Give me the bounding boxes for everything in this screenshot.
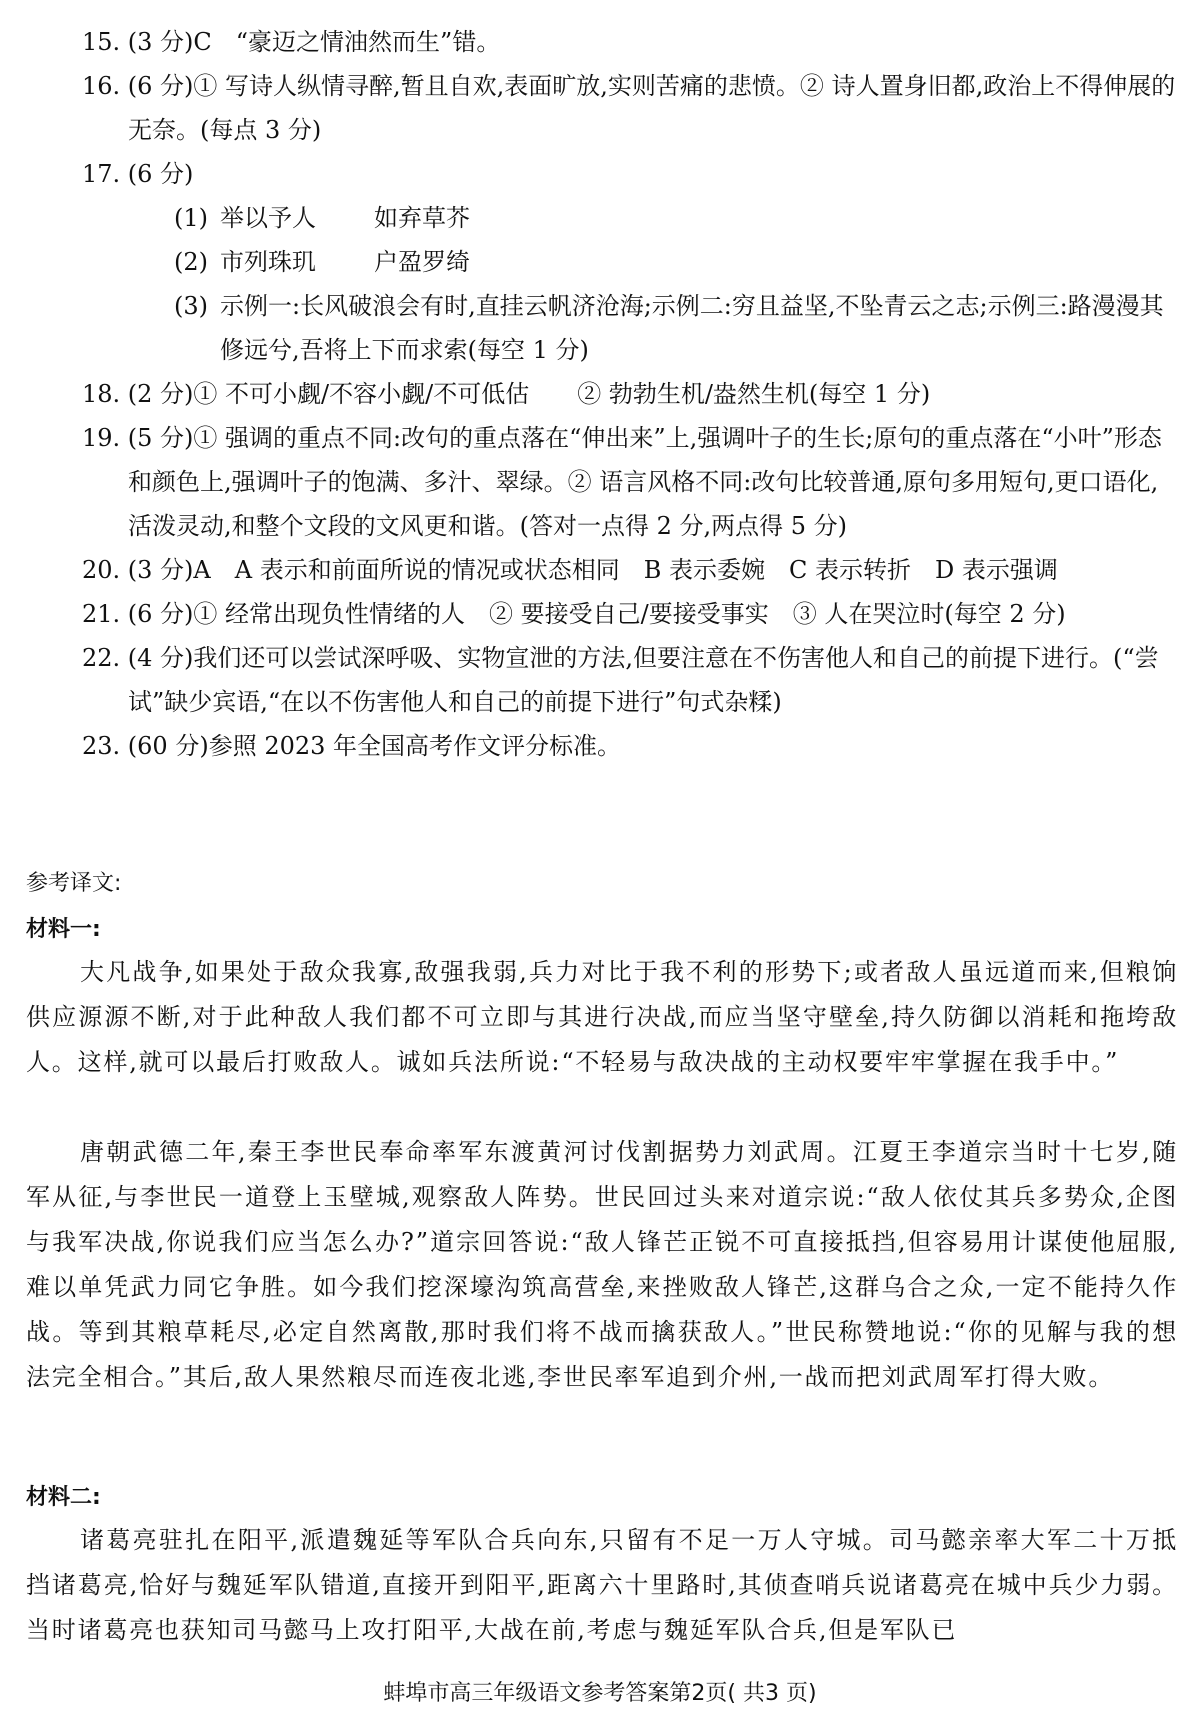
material-1-paragraph-2: 唐朝武德二年,秦王李世民奉命率军东渡黄河讨伐割据势力刘武周。江夏王李道宗当时十七岁,随军从征,与李世民一道登上玉壁城,观察敌人阵势。世民回过头来对道宗说:“敌人依仗其兵多势众,企图与我军决战,你说我们应当怎么办?”道宗回答说:“敌人锋芒正锐不可直接抵挡,但容易用计谋使他屈服,难以单凭武力同它争胜。如今我们挖深壕沟筑高营垒,来挫败敌人锋芒,这群乌合之众,一定不能持久作战。等到其粮草耗尽,必定自然离散,那时我们将不战而擒获敌人。”世民称赞地说:“你的见解与我的想法完全相合。”其后,敌人果然粮尽而连夜北逃,李世民率军追到介州,一战而把刘武周军打得大败。 xyxy=(26,1138,1178,1391)
answer-16: 16. (6 分)① 写诗人纵情寻醉,暂且自欢,表面旷放,实则苦痛的悲愤。② 诗人置身旧都,政治上不得伸展的无奈。(每点 3 分) xyxy=(82,72,1176,144)
sub-label: (3) xyxy=(174,292,208,320)
answer-23: 23. (60 分)参照 2023 年全国高考作文评分标准。 xyxy=(82,732,622,760)
sub-label: (2) xyxy=(174,248,208,276)
material-2-title: 材料二: xyxy=(26,1485,101,1510)
answer-17-1-a: 举以予人 xyxy=(220,204,316,232)
material-2-paragraph-1: 诸葛亮驻扎在阳平,派遣魏延等军队合兵向东,只留有不足一万人守城。司马懿亲率大军二十万抵挡诸葛亮,恰好与魏延军队错道,直接开到阳平,距离六十里路时,其侦查哨兵说诸葛亮在城中兵少力弱。当时诸葛亮也获知司马懿马上攻打阳平,大战在前,考虑与魏延军队合兵,但是军队已 xyxy=(26,1526,1178,1644)
answer-22: 22. (4 分)我们还可以尝试深呼吸、实物宣泄的方法,但要注意在不伤害他人和自己的前提下进行。(“尝试”缺少宾语,“在以不伤害他人和自己的前提下进行”句式杂糅) xyxy=(82,644,1159,716)
answer-17-2-b: 户盈罗绮 xyxy=(374,248,470,276)
answer-17-2-a: 市列珠玑 xyxy=(220,248,316,276)
answer-17-head: 17. (6 分) xyxy=(82,160,194,188)
answer-21: 21. (6 分)① 经常出现负性情绪的人 ② 要接受自己/要接受事实 ③ 人在哭泣时(每空 2 分) xyxy=(82,600,1066,628)
answer-20: 20. (3 分)A A 表示和前面所说的情况或状态相同 B 表示委婉 C 表示转折 D 表示强调 xyxy=(82,556,1058,584)
page-footer: 蚌埠市高三年级语文参考答案第2页( 共3 页) xyxy=(383,1681,817,1706)
answer-18: 18. (2 分)① 不可小觑/不容小觑/不可低估 ② 勃勃生机/盎然生机(每空 1 分) xyxy=(82,380,931,408)
answer-17-3-text: 示例一:长风破浪会有时,直挂云帆济沧海;示例二:穷且益坚,不坠青云之志;示例三:路漫漫其修远兮,吾将上下而求索(每空 1 分) xyxy=(220,292,1164,364)
answer-19: 19. (5 分)① 强调的重点不同:改句的重点落在“伸出来”上,强调叶子的生长;原句的重点落在“小叶”形态和颜色上,强调叶子的饱满、多汁、翠绿。② 语言风格不同:改句比较普通,原句多用短句,更口语化,活泼灵动,和整个文段的文风更和谐。(答对一点得 2 分,两点得 5 分) xyxy=(82,424,1162,540)
sub-label: (1) xyxy=(174,204,208,232)
answer-17-1-b: 如弃草芥 xyxy=(374,204,470,232)
reference-translation-label: 参考译文: xyxy=(26,871,122,896)
answer-17-2 xyxy=(174,240,1182,284)
answer-17-3 xyxy=(174,284,1182,372)
material-1-paragraph-1: 大凡战争,如果处于敌众我寡,敌强我弱,兵力对比于我不利的形势下;或者敌人虽远道而来,但粮饷供应源源不断,对于此种敌人我们都不可立即与其进行决战,而应当坚守壁垒,持久防御以消耗和拖垮敌人。这样,就可以最后打败敌人。诚如兵法所说:“不轻易与敌决战的主动权要牢牢掌握在我手中。” xyxy=(26,958,1178,1076)
answer-list xyxy=(82,20,1182,768)
answer-17-sublist xyxy=(174,196,1182,372)
answer-17-1 xyxy=(174,196,1182,240)
answer-17 xyxy=(82,152,1182,372)
material-1-title: 材料一: xyxy=(26,917,101,942)
answer-15: 15. (3 分)C “豪迈之情油然而生”错。 xyxy=(82,28,501,56)
